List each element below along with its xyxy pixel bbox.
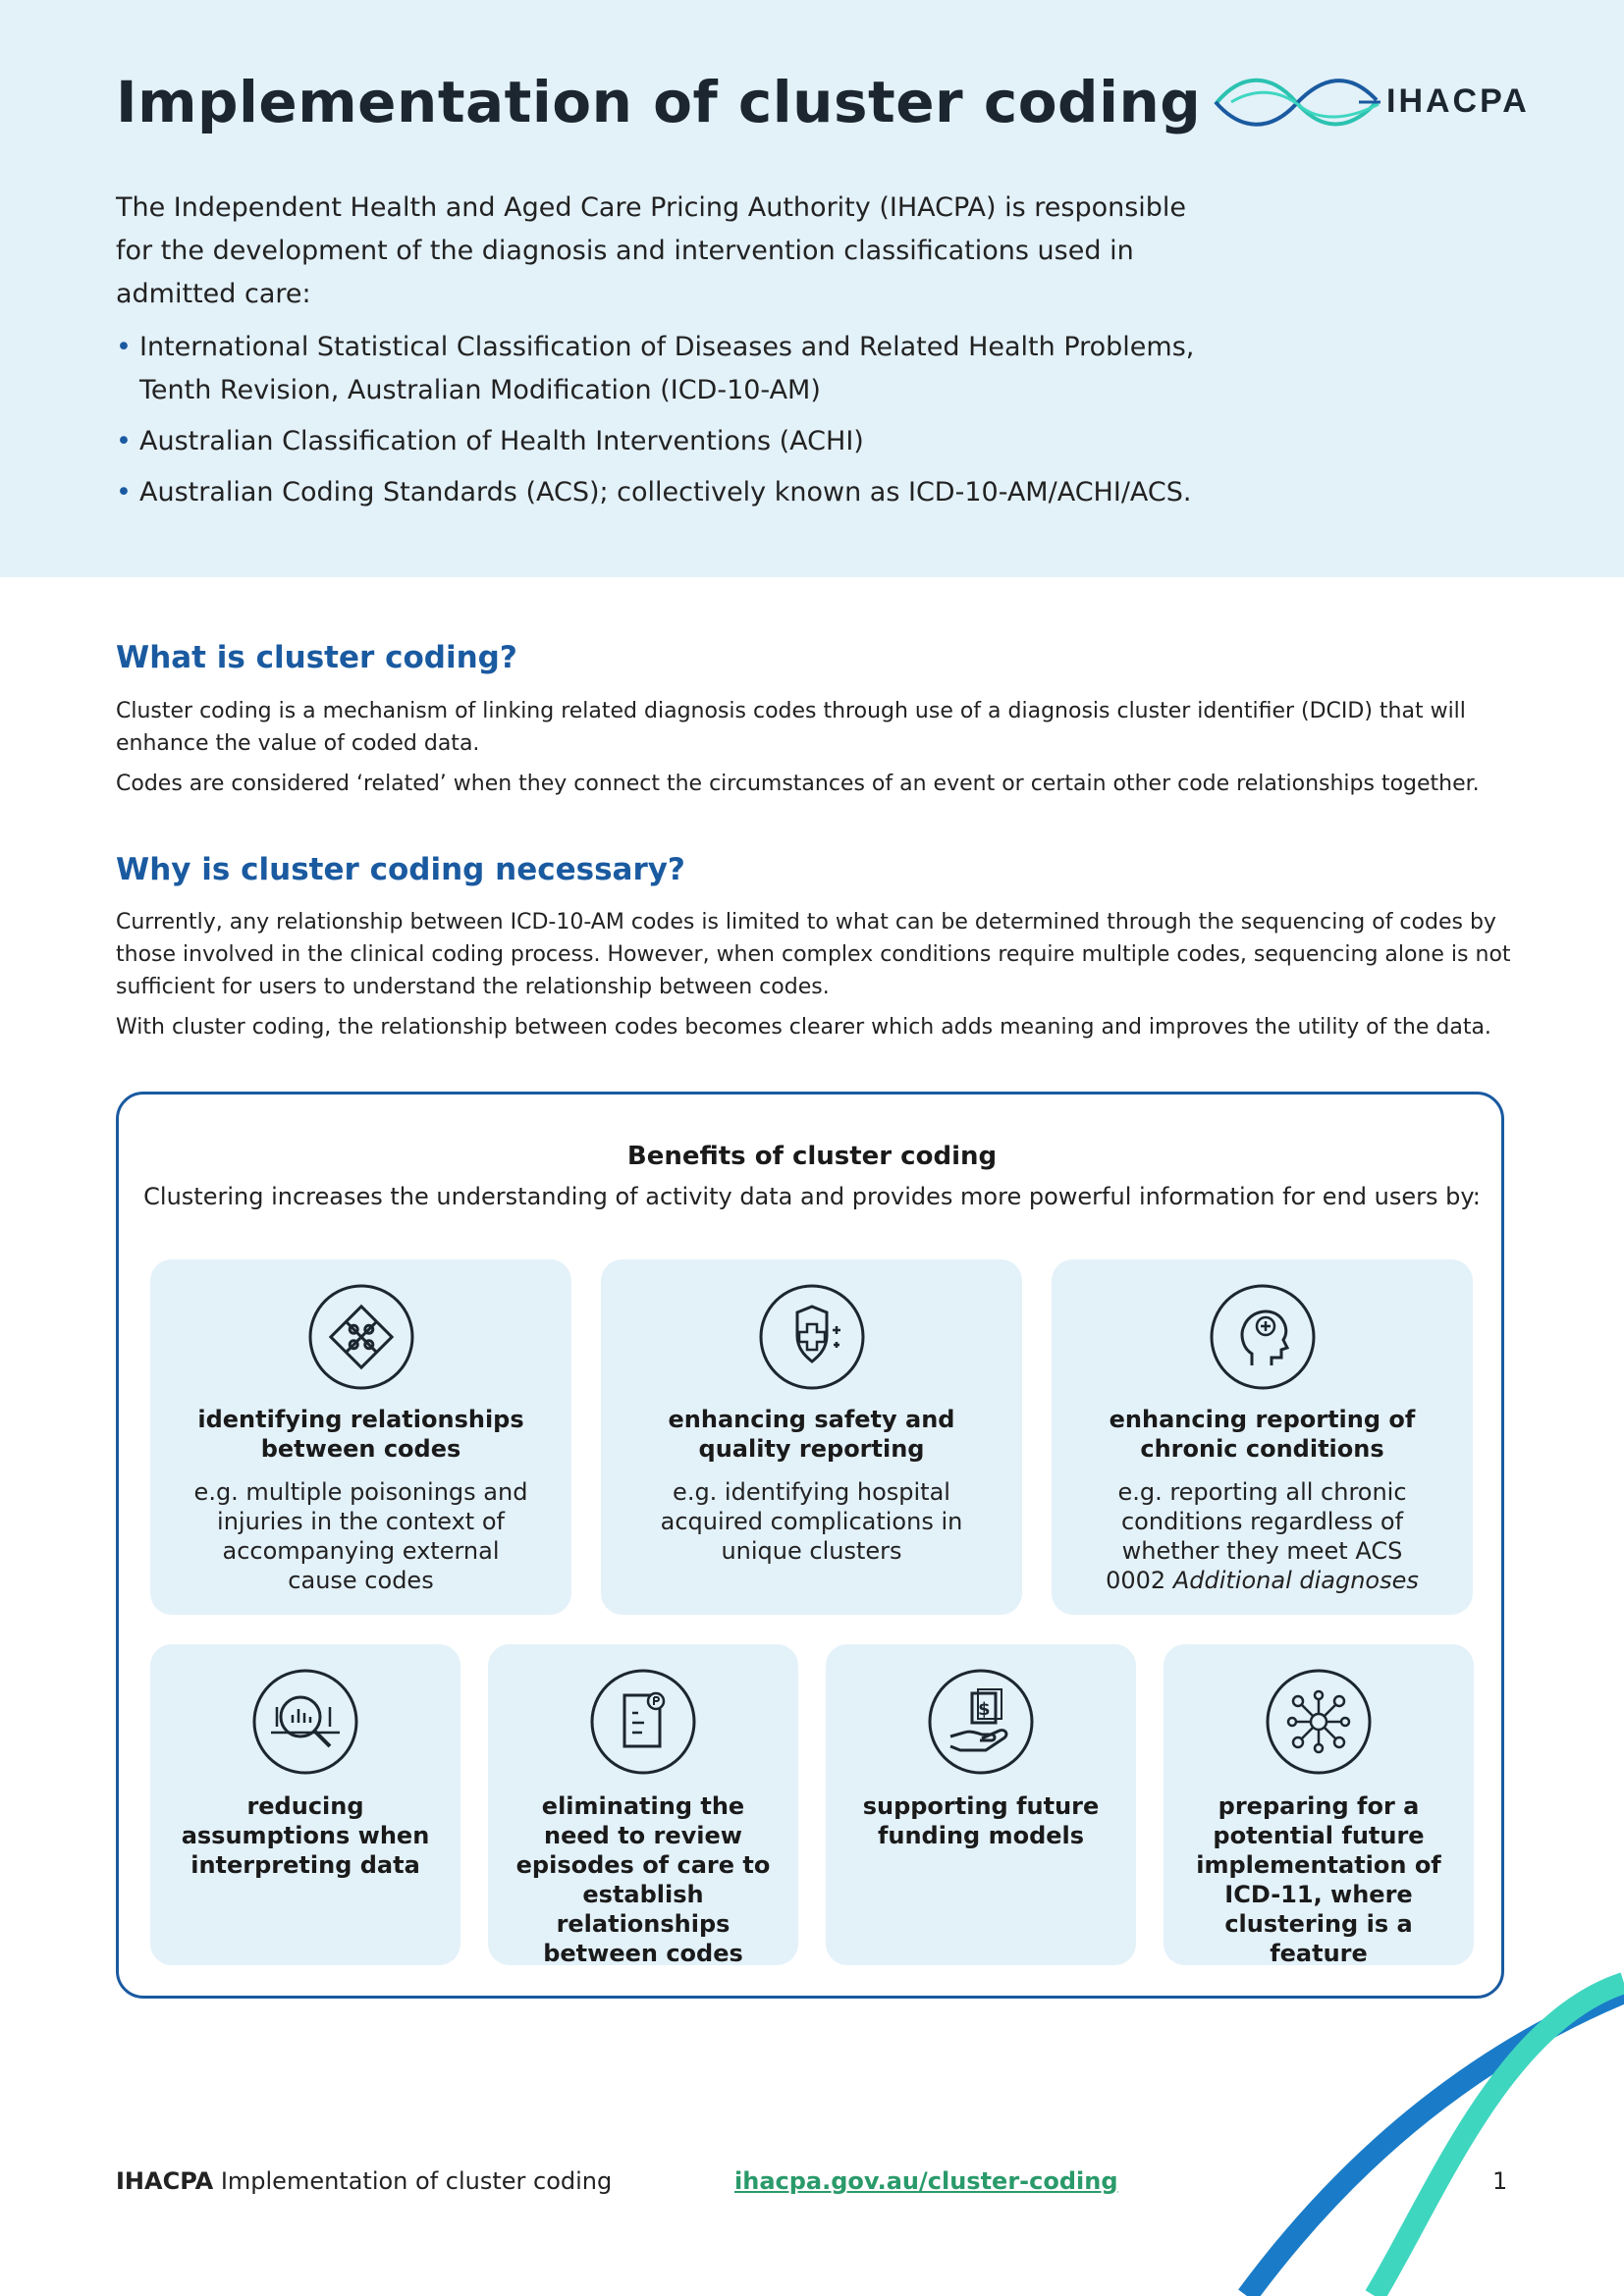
what-paragraph-2: Codes are considered ‘related’ when they connect the circumstances of an event or certain other code relationships together. <box>116 772 1480 796</box>
bullet-icon: • <box>116 426 132 456</box>
bullet-icon: • <box>116 332 132 362</box>
page-number: 1 <box>1492 2167 1508 2195</box>
card-heading: supporting future funding models <box>862 1792 1100 1849</box>
svg-text:$: $ <box>978 1699 991 1720</box>
hand-money-icon <box>927 1668 1035 1776</box>
benefit-card <box>150 1259 571 1615</box>
classification-list <box>116 326 1196 514</box>
benefits-subtitle: Clustering increases the understanding of activity data and provides more powerful information for end users by: <box>143 1183 1481 1210</box>
why-paragraph-1: Currently, any relationship between ICD-10-AM codes is limited to what can be determined through the sequencing of codes by those involved in the clinical coding process. However, when complex conditions require multiple codes, sequencing alone is not sufficient for users to understand the relationship between codes. <box>116 910 1511 999</box>
page-title: Implementation of cluster coding <box>116 69 1202 135</box>
card-description-italic: Additional diagnoses <box>1172 1567 1419 1594</box>
card-description: e.g. multiple poisonings and injuries in the context of accompanying external cause codes <box>193 1478 528 1594</box>
footer-doc-title: Implementation of cluster coding <box>220 2167 613 2195</box>
document-search-icon <box>589 1668 697 1776</box>
why-heading: Why is cluster coding necessary? <box>116 852 685 887</box>
benefit-card <box>601 1259 1022 1615</box>
benefit-card <box>826 1644 1136 1965</box>
puzzle-icon <box>307 1283 415 1391</box>
list-item: • International Statistical Classification of Diseases and Related Health Problems, Tenth Revision, Australian Modification (ICD-10-AM) <box>116 326 1196 412</box>
network-nodes-icon <box>1265 1668 1373 1776</box>
list-item: • Australian Classification of Health Interventions (ACHI) <box>116 420 1196 463</box>
card-heading: enhancing reporting of chronic conditions <box>1109 1406 1416 1463</box>
card-heading: eliminating the need to review episodes of care to establish relationships between codes <box>515 1792 771 1967</box>
bullet-icon: • <box>116 477 132 507</box>
footer-brand: IHACPA <box>116 2167 214 2195</box>
card-heading: identifying relationships between codes <box>197 1406 524 1463</box>
card-heading: enhancing safety and quality reporting <box>668 1406 955 1463</box>
benefit-card <box>1052 1259 1473 1615</box>
what-paragraph-1: Cluster coding is a mechanism of linking related diagnosis codes through use of a diagnosis cluster identifier (DCID) that will enhance the value of coded data. <box>116 699 1466 756</box>
logo-text: IHACPA <box>1386 82 1530 120</box>
benefit-card <box>1164 1644 1474 1965</box>
benefit-card <box>150 1644 460 1965</box>
head-medical-icon <box>1209 1283 1317 1391</box>
decorative-swoosh-icon <box>1208 1953 1624 2296</box>
card-heading: preparing for a potential future implementation of ICD-11, where clustering is a feature <box>1196 1792 1441 1967</box>
card-heading: reducing assumptions when interpreting data <box>181 1792 430 1879</box>
footer-url-link[interactable]: ihacpa.gov.au/cluster-coding <box>734 2167 1118 2195</box>
shield-cross-icon <box>758 1283 866 1391</box>
intro-paragraph: The Independent Health and Aged Care Pricing Authority (IHACPA) is responsible for the development of the diagnosis and intervention classifications used in admitted care: <box>116 192 1187 309</box>
card-description: e.g. reporting all chronic conditions regardless of whether they meet ACS 0002 Additional diagnoses <box>1106 1478 1419 1594</box>
why-paragraph-2: With cluster coding, the relationship between codes becomes clearer which adds meaning and improves the utility of the data. <box>116 1015 1491 1040</box>
footer-title <box>116 2167 612 2195</box>
what-heading: What is cluster coding? <box>116 640 517 675</box>
card-description: e.g. identifying hospital acquired complications in unique clusters <box>660 1478 963 1565</box>
magnifier-chart-icon <box>251 1668 359 1776</box>
list-item: • Australian Coding Standards (ACS); collectively known as ICD-10-AM/ACHI/ACS. <box>116 471 1196 514</box>
intro-section <box>116 187 1196 522</box>
benefits-title: Benefits of cluster coding <box>626 1142 998 1171</box>
benefit-card <box>488 1644 798 1965</box>
